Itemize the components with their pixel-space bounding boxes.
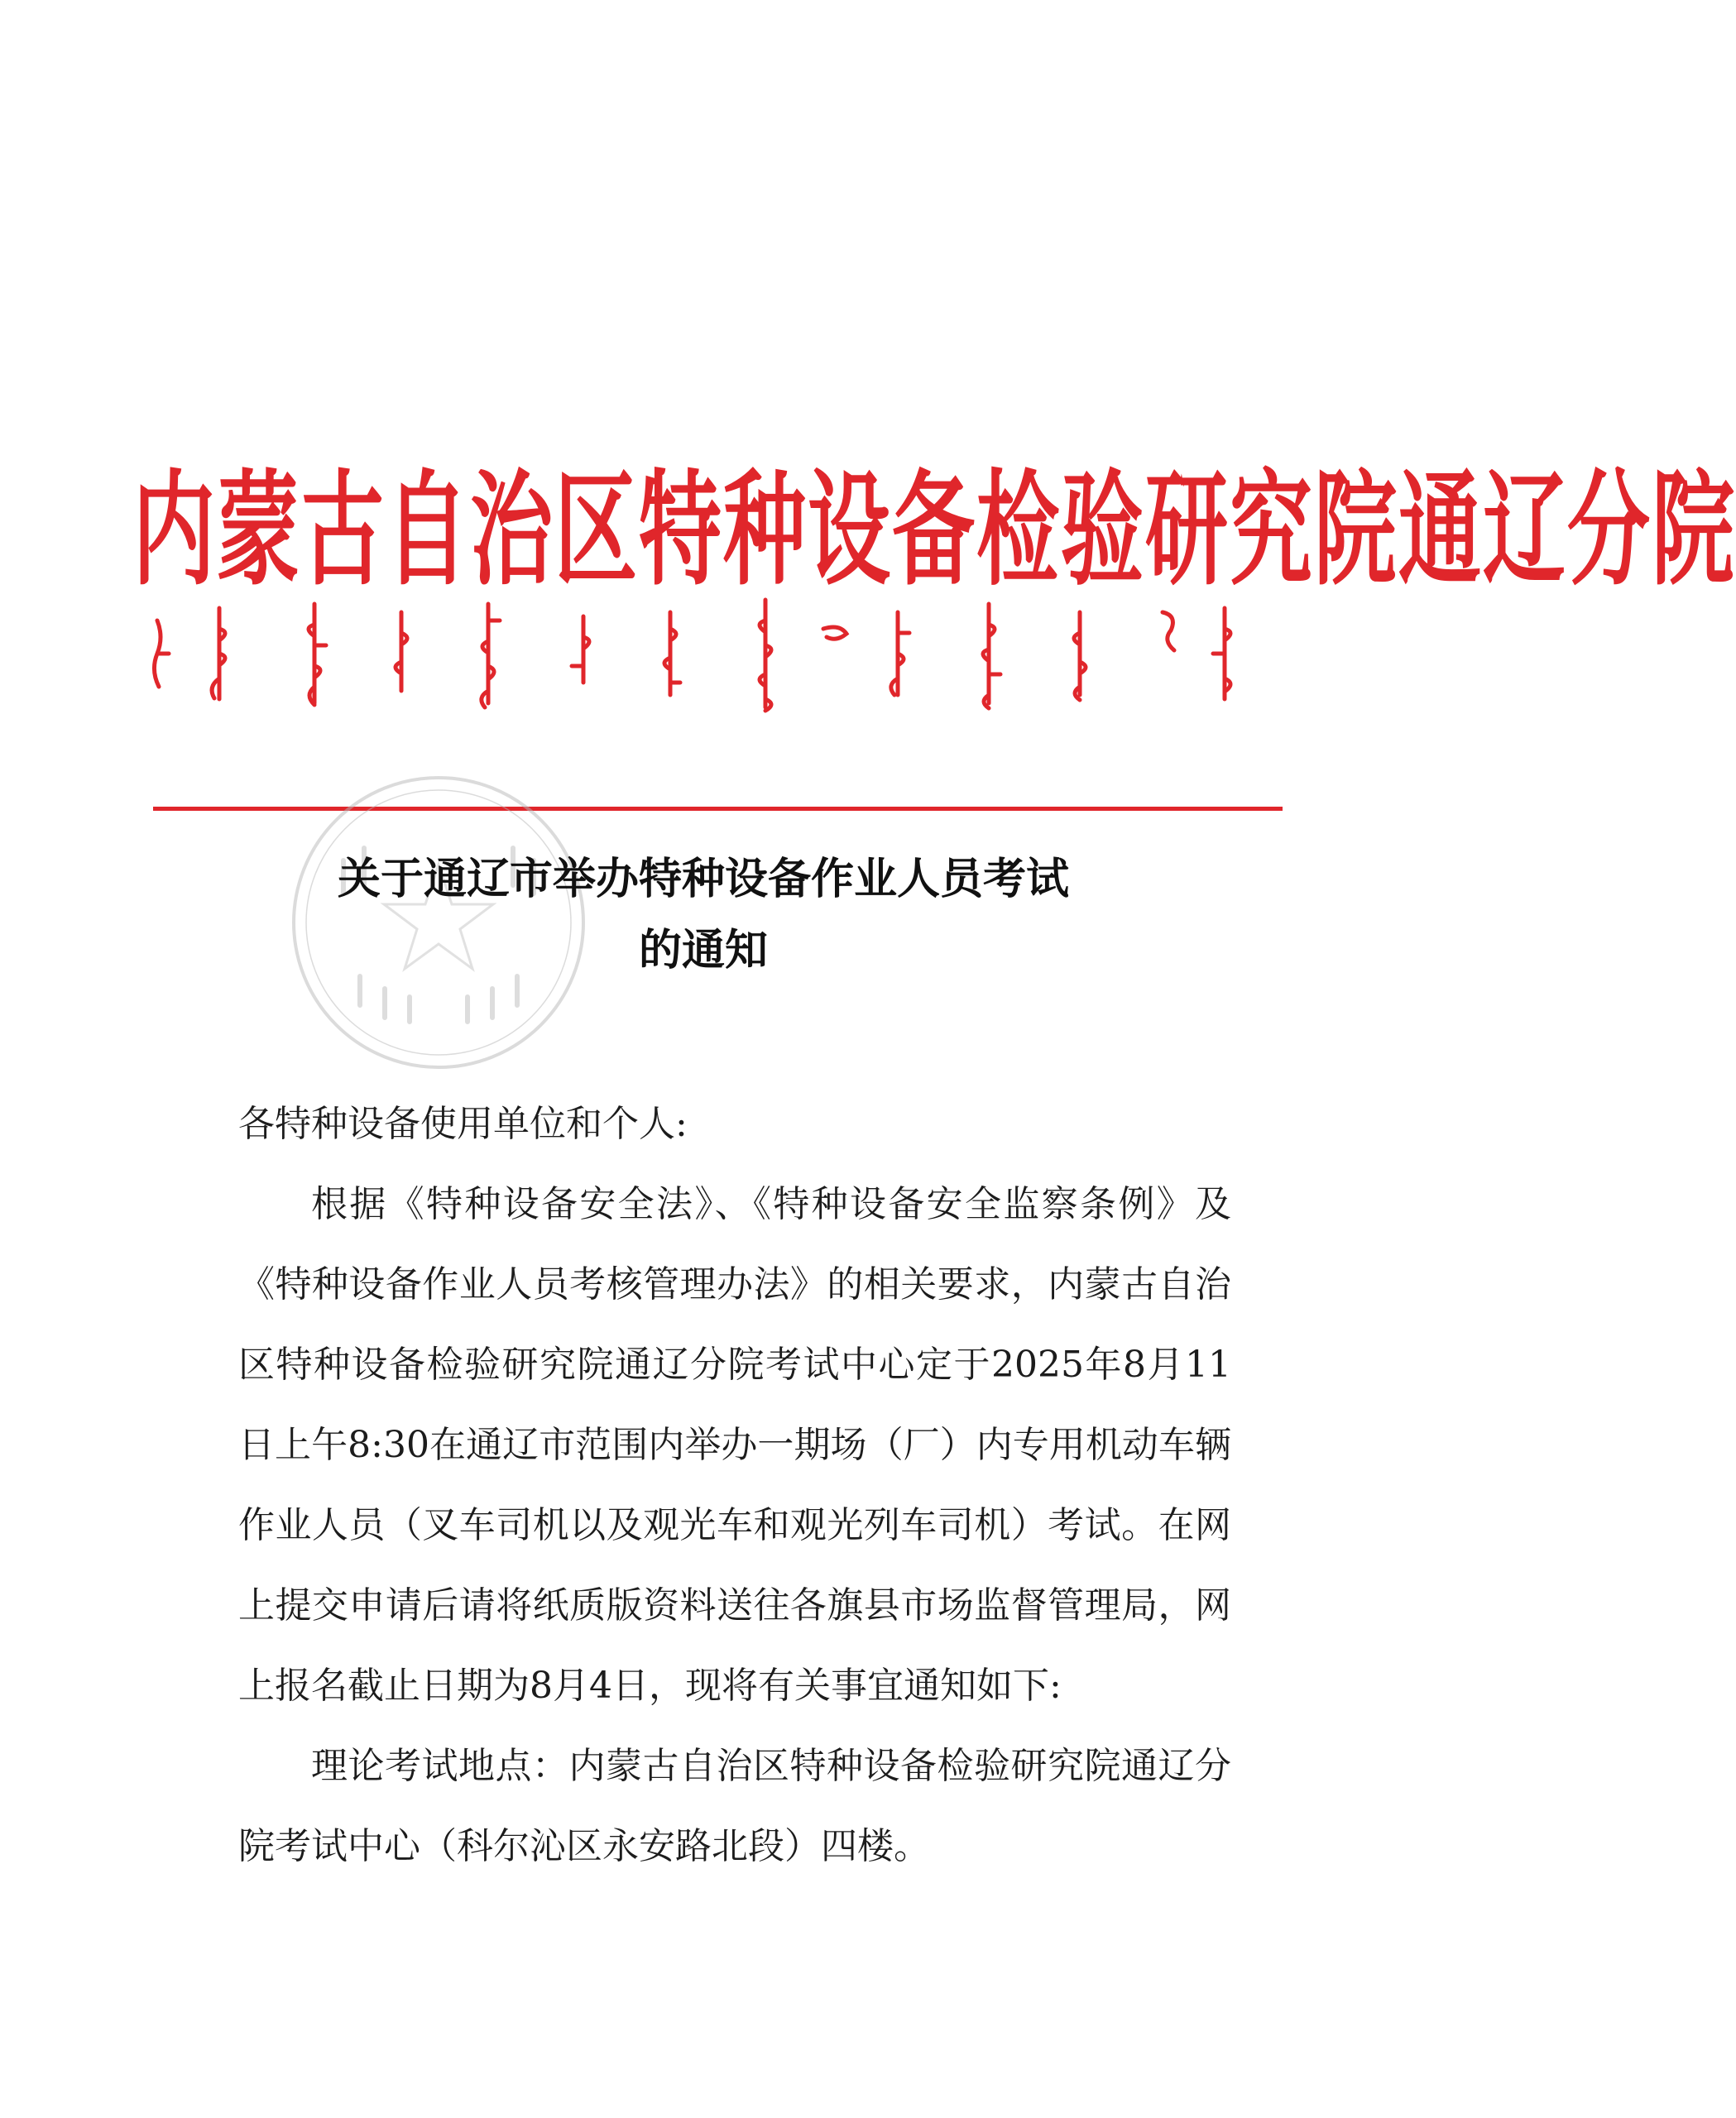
notice-title-line-1: 关于通辽市举办特种设备作业人员考试 bbox=[337, 855, 1069, 904]
notice-body bbox=[238, 1084, 1231, 1886]
body-paragraph-1: 根据《特种设备安全法》、《特种设备安全监察条例》及《特种设备作业人员考核管理办法》的相关要求，内蒙古自治区特种设备检验研究院通辽分院考试中心定于2025年8月11日上午8:30在通辽市范围内举办一期场（厂）内专用机动车辆作业人员（叉车司机以及观光车和观光列车司机）考试。在网上提交申请后请将纸质版资料送往各旗县市场监督管理局，网上报名截止日期为8月4日，现将有关事宜通知如下: bbox=[238, 1183, 1231, 1707]
letterhead-org-name: 内蒙古自治区特种设备检验研究院通辽分院 bbox=[132, 456, 1736, 603]
notice-title-line-2: 的通知 bbox=[638, 926, 768, 975]
body-paragraph-2: 理论考试地点：内蒙古自治区特种设备检验研究院通辽分院考试中心（科尔沁区永安路北段）四楼。 bbox=[238, 1745, 1231, 1867]
salutation: 各特种设备使用单位和个人: bbox=[238, 1103, 688, 1145]
notice-title bbox=[207, 844, 1200, 986]
letterhead-mongolian-script bbox=[149, 596, 1283, 720]
